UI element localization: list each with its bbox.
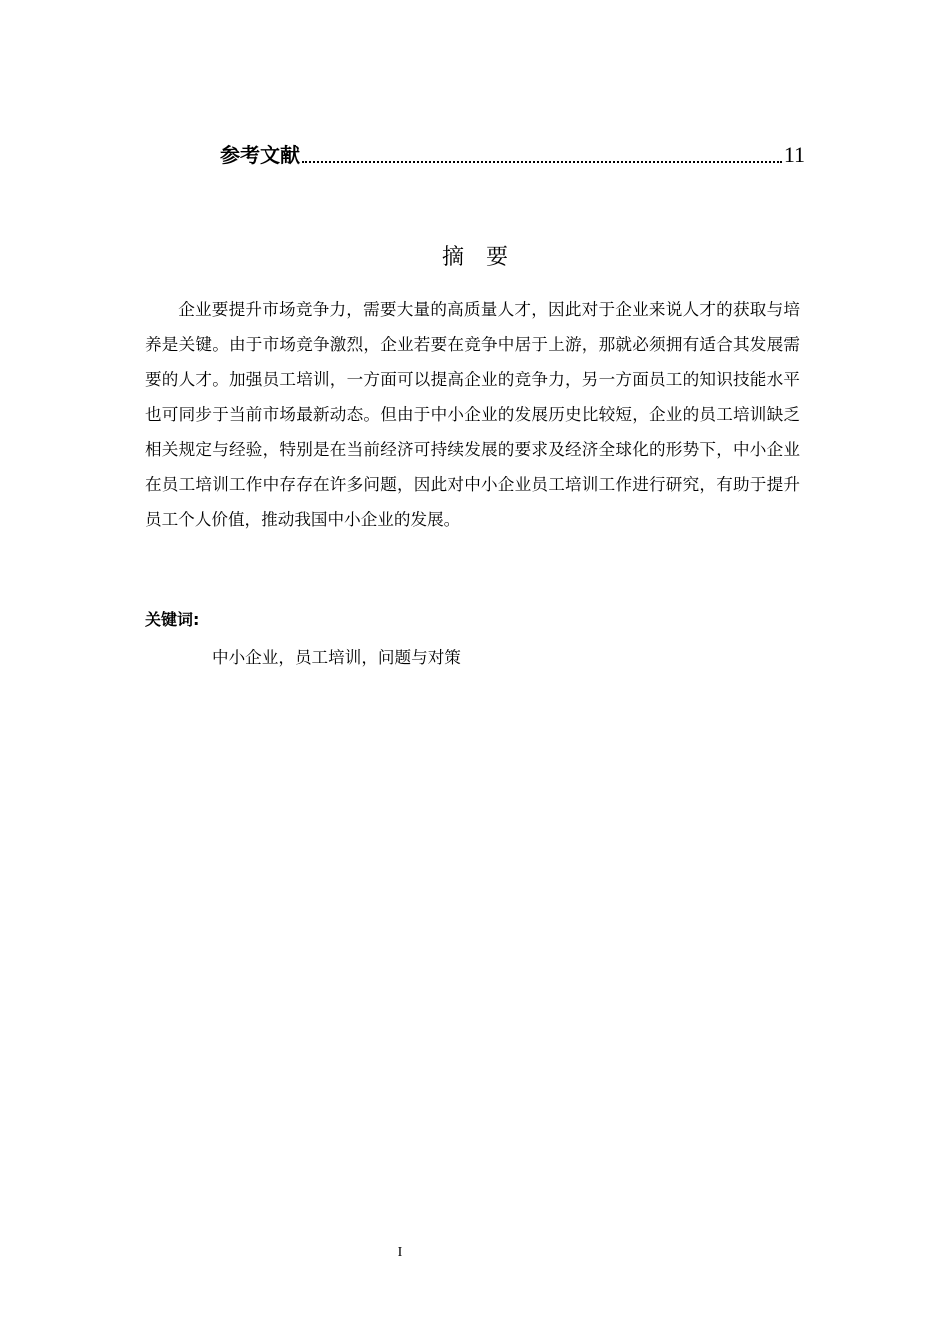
toc-dot-leader: [302, 160, 782, 163]
toc-entry-label: 参考文献: [220, 143, 300, 167]
keywords-label: 关键词:: [145, 610, 200, 629]
toc-entry-references[interactable]: [220, 140, 805, 170]
keywords-list: 中小企业，员工培训，问题与对策: [212, 648, 461, 667]
abstract-heading: 摘 要: [441, 245, 508, 270]
abstract-paragraph: 企业要提升市场竞争力，需要大量的高质量人才，因此对于企业来说人才的获取与培养是关键。由于市场竞争激烈，企业若要在竞争中居于上游，那就必须拥有适合其发展需要的人才。加强员工培训，一方面可以提高企业的竞争力，另一方面员工的知识技能水平也可同步于当前市场最新动态。但由于中小企业的发展历史比较短，企业的员工培训缺乏相关规定与经验，特别是在当前经济可持续发展的要求及经济全球化的形势下，中小企业在员工培训工作中存存在许多问题，因此对中小企业员工培训工作进行研究，有助于提升员工个人价值，推动我国中小企业的发展。: [145, 300, 800, 529]
page-number: I: [397, 1245, 403, 1260]
toc-entry-page-number: 11: [783, 142, 805, 167]
